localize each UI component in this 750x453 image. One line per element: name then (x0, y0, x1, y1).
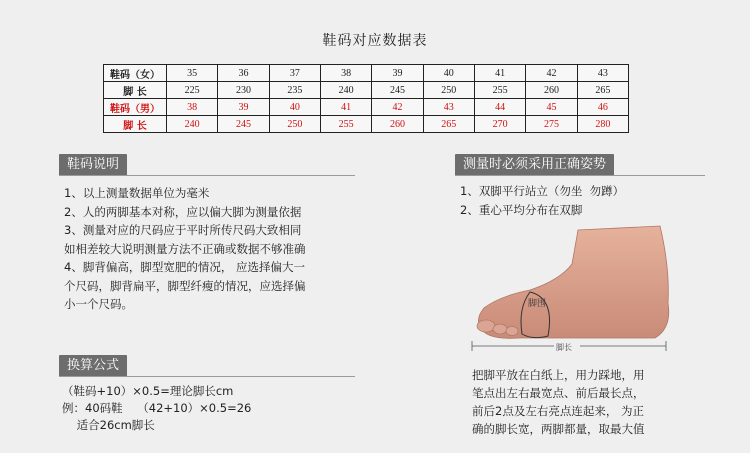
size-cell: 250 (423, 82, 474, 99)
measure-step: 2、重心平均分布在双脚 (460, 202, 583, 217)
size-cell: 245 (218, 116, 269, 133)
size-cell: 36 (218, 65, 269, 82)
size-notes-heading: 鞋码说明 (59, 154, 127, 176)
size-row (104, 116, 629, 133)
size-cell: 38 (167, 99, 218, 116)
size-cell: 40 (269, 99, 320, 116)
instruction-line: 前后2点及左右亮点连起来， 为正 (472, 404, 644, 418)
size-cell: 225 (167, 82, 218, 99)
size-cell: 42 (372, 99, 423, 116)
size-cell: 245 (372, 82, 423, 99)
row-label: 鞋码（女） (104, 65, 167, 82)
size-cell: 46 (577, 99, 628, 116)
size-cell: 42 (526, 65, 577, 82)
size-cell: 240 (320, 82, 371, 99)
size-row (104, 65, 629, 82)
size-cell: 255 (474, 82, 525, 99)
size-cell: 250 (269, 116, 320, 133)
girth-label: 脚围 (528, 299, 547, 309)
measure-step: 1、双脚平行站立（勿坐 勿蹲） (460, 184, 625, 198)
size-notes-list (64, 184, 306, 314)
measure-divider (455, 175, 705, 176)
size-cell: 35 (167, 65, 218, 82)
conversion-formula (62, 383, 251, 434)
page-title: 鞋码对应数据表 (322, 33, 428, 49)
size-cell: 43 (423, 99, 474, 116)
size-note-line: 3、测量对应的尺码应于平时所传尺码大致相同 (64, 223, 302, 237)
size-cell: 43 (577, 65, 628, 82)
formula-result: 适合26cm脚长 (62, 418, 155, 432)
size-cell: 270 (474, 116, 525, 133)
size-cell: 39 (218, 99, 269, 116)
formula-line: （鞋码+10）×0.5=理论脚长cm (62, 384, 234, 398)
size-note-line: 小一个尺码。 (64, 297, 133, 311)
size-cell: 260 (372, 116, 423, 133)
size-cell: 39 (372, 65, 423, 82)
size-notes-divider (59, 175, 355, 176)
instruction-line: 把脚平放在白纸上，用力踩地，用 (472, 368, 645, 382)
size-cell: 280 (577, 116, 628, 133)
size-cell: 37 (269, 65, 320, 82)
size-cell: 45 (526, 99, 577, 116)
size-cell: 265 (423, 116, 474, 133)
size-row (104, 82, 629, 99)
row-label: 脚 长 (104, 82, 167, 99)
size-note-line: 如相差较大说明测量方法不正确或数据不够准确 (64, 241, 306, 256)
size-cell: 38 (320, 65, 371, 82)
instruction-line: 确的脚长宽，两脚都量，取最大值 (472, 422, 645, 436)
measure-instructions (472, 366, 645, 438)
row-label: 脚 长 (104, 116, 167, 133)
size-cell: 260 (526, 82, 577, 99)
foot-illustration (460, 208, 685, 358)
size-cell: 40 (423, 65, 474, 82)
row-label: 鞋码（男） (104, 99, 167, 116)
size-cell: 41 (320, 99, 371, 116)
size-row (104, 99, 629, 116)
instruction-line: 笔点出左右最宽点、前后最长点， (472, 386, 645, 400)
size-chart-table (103, 64, 629, 133)
size-note-line: 个尺码，脚背扁平，脚型纤瘦的情况，应选择偏 (64, 278, 306, 293)
size-note-line: 1、以上测量数据单位为毫米 (64, 186, 210, 200)
size-note-line: 4、脚背偏高，脚型宽肥的情况， 应选择偏大一 (64, 260, 305, 274)
size-cell: 41 (474, 65, 525, 82)
length-label: 脚长 (556, 343, 572, 352)
conversion-divider (59, 376, 355, 377)
size-cell: 240 (167, 116, 218, 133)
size-cell: 255 (320, 116, 371, 133)
size-note-line: 2、人的两脚基本对称，应以偏大脚为测量依据 (64, 204, 302, 219)
size-cell: 235 (269, 82, 320, 99)
conversion-heading: 换算公式 (59, 355, 127, 377)
formula-example: 例：40码鞋 （42+10）×0.5=26 (62, 401, 252, 415)
size-cell: 44 (474, 99, 525, 116)
size-cell: 275 (526, 116, 577, 133)
measure-heading: 测量时必须采用正确姿势 (455, 154, 614, 176)
size-cell: 230 (218, 82, 269, 99)
size-cell: 265 (577, 82, 628, 99)
